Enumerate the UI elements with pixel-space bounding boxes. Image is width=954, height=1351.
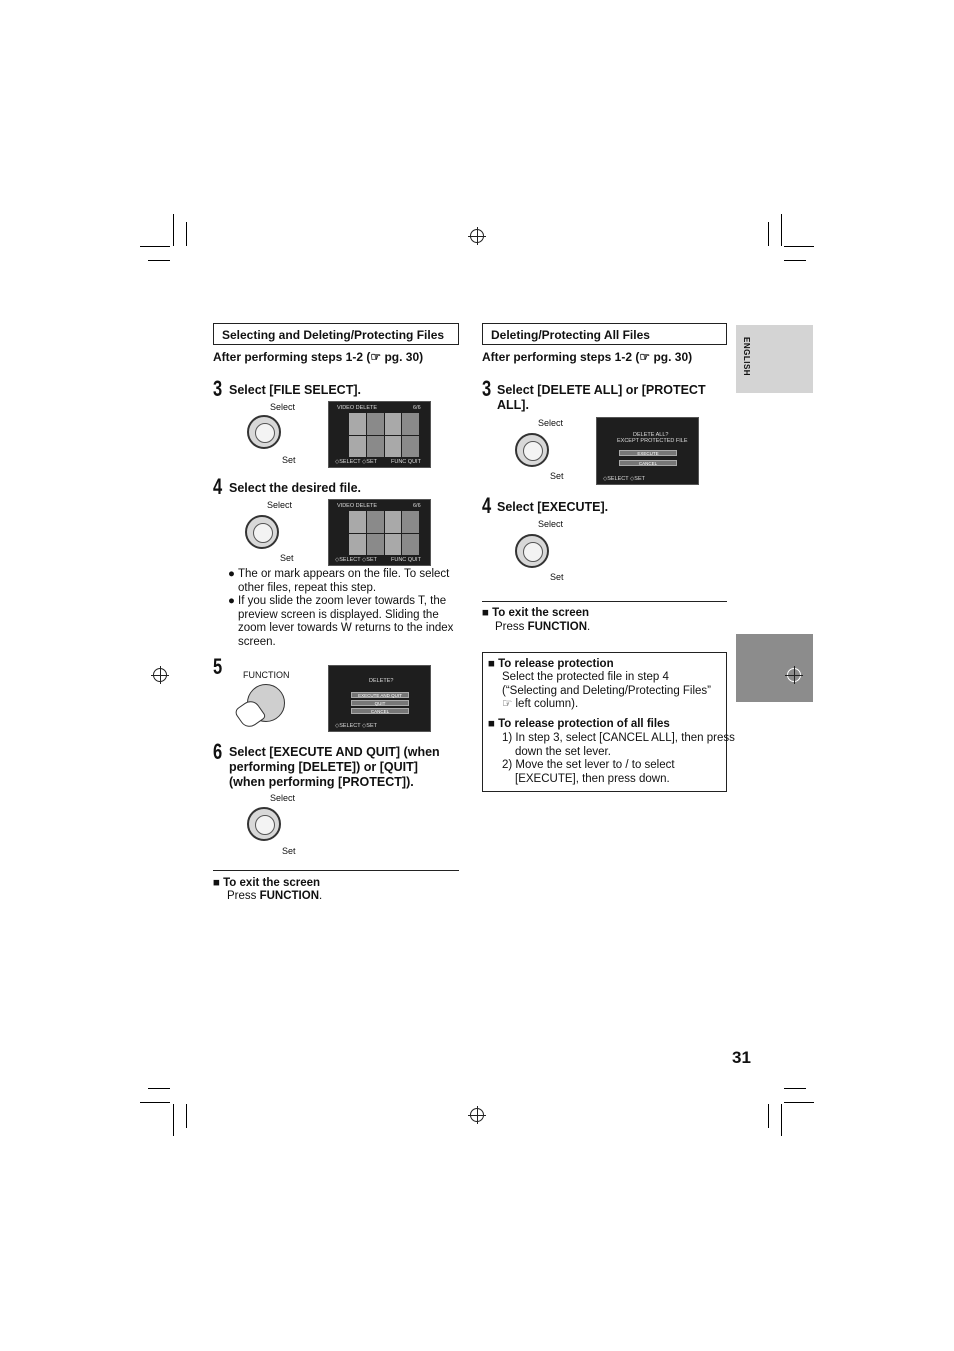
lever-select-label: Select (267, 500, 293, 510)
left-step4-text: Select the desired file. (229, 481, 361, 495)
right-after-steps: After performing steps 1-2 (☞ pg. 30) (482, 350, 693, 364)
lever-set-label: Set (550, 572, 564, 582)
right-divider (482, 601, 727, 602)
release-title: ■ To release protection (488, 658, 614, 670)
left-step4-number: 4 (213, 474, 222, 499)
video-delete-screen-2: VIDEO DELETE 6/6 ◇SELECT ◇SET FUNC QUIT (328, 499, 431, 566)
thumbnail-grid (349, 511, 419, 555)
registration-mark-icon (153, 668, 167, 682)
set-lever-icon (515, 433, 549, 467)
set-lever-icon (245, 515, 279, 549)
right-step3-text: Select [DELETE ALL] or [PROTECT ALL]. (497, 383, 706, 412)
bullet-1: ● The or mark appears on the file. To select other files, repeat this step. (228, 568, 450, 594)
release-all-step1: 1) In step 3, select [CANCEL ALL], then press down the set lever. (502, 732, 735, 758)
right-step4-text: Select [EXECUTE]. (497, 500, 609, 514)
right-step4-number: 4 (482, 493, 491, 518)
left-step3-number: 3 (213, 376, 222, 401)
release-body: Select the protected file in step 4 (“Selecting and Deleting/Protecting Files” ☞ left column). (502, 671, 712, 710)
left-section-header: Selecting and Deleting/Protecting Files (213, 323, 459, 345)
registration-mark-icon (470, 1108, 484, 1122)
lever-set-label: Set (280, 553, 294, 563)
set-lever-icon (247, 807, 281, 841)
set-lever-icon (515, 534, 549, 568)
bullet-2: ● If you slide the zoom lever towards T, the preview screen is displayed. Sliding the zoom lever towards W returns to the index screen. (228, 595, 454, 648)
delete-all-screen: DELETE ALL? EXCEPT PROTECTED FILE EXECUTE CANCEL ◇SELECT ◇SET (596, 417, 699, 485)
lever-select-label: Select (270, 793, 296, 803)
left-step3-text: Select [FILE SELECT]. (229, 383, 361, 397)
delete-confirm-screen: DELETE? EXECUTE AND QUIT QUIT CANCEL ◇SELECT ◇SET (328, 665, 431, 732)
right-exit-title: ■ To exit the screen (482, 607, 590, 619)
lever-set-label: Set (550, 471, 564, 481)
right-section-header: Deleting/Protecting All Files (482, 323, 727, 345)
left-exit-title: ■ To exit the screen (213, 877, 321, 889)
left-after-steps: After performing steps 1-2 (☞ pg. 30) (213, 350, 424, 364)
registration-mark-icon (787, 668, 801, 682)
right-exit-body: Press FUNCTION. (495, 621, 591, 633)
function-button-label: FUNCTION (243, 670, 290, 680)
left-divider (213, 870, 459, 871)
lever-set-label: Set (282, 846, 296, 856)
set-lever-icon (247, 415, 281, 449)
left-step5-number: 5 (213, 654, 222, 679)
left-step6-number: 6 (213, 739, 222, 764)
lever-select-label: Select (538, 418, 564, 428)
right-step3-number: 3 (482, 376, 491, 401)
page-number: 31 (732, 1048, 751, 1067)
release-all-step2: 2) Move the set lever to / to select [EXECUTE], then press down. (502, 759, 675, 785)
registration-mark-icon (470, 229, 484, 243)
language-tab (736, 325, 813, 393)
release-all-title: ■ To release protection of all files (488, 718, 670, 730)
section-tab (736, 634, 813, 702)
left-exit-body: Press FUNCTION. (227, 890, 323, 902)
lever-select-label: Select (538, 519, 564, 529)
lever-select-label: Select (270, 402, 296, 412)
thumbnail-grid (349, 413, 419, 457)
left-step6-text: Select [EXECUTE AND QUIT] (when performing [DELETE]) or [QUIT] (when performing [PROTECT]). (229, 745, 440, 789)
language-tab-label: ENGLISH (742, 337, 751, 377)
lever-set-label: Set (282, 455, 296, 465)
video-delete-screen: VIDEO DELETE 6/6 ◇SELECT ◇SET FUNC QUIT (328, 401, 431, 468)
